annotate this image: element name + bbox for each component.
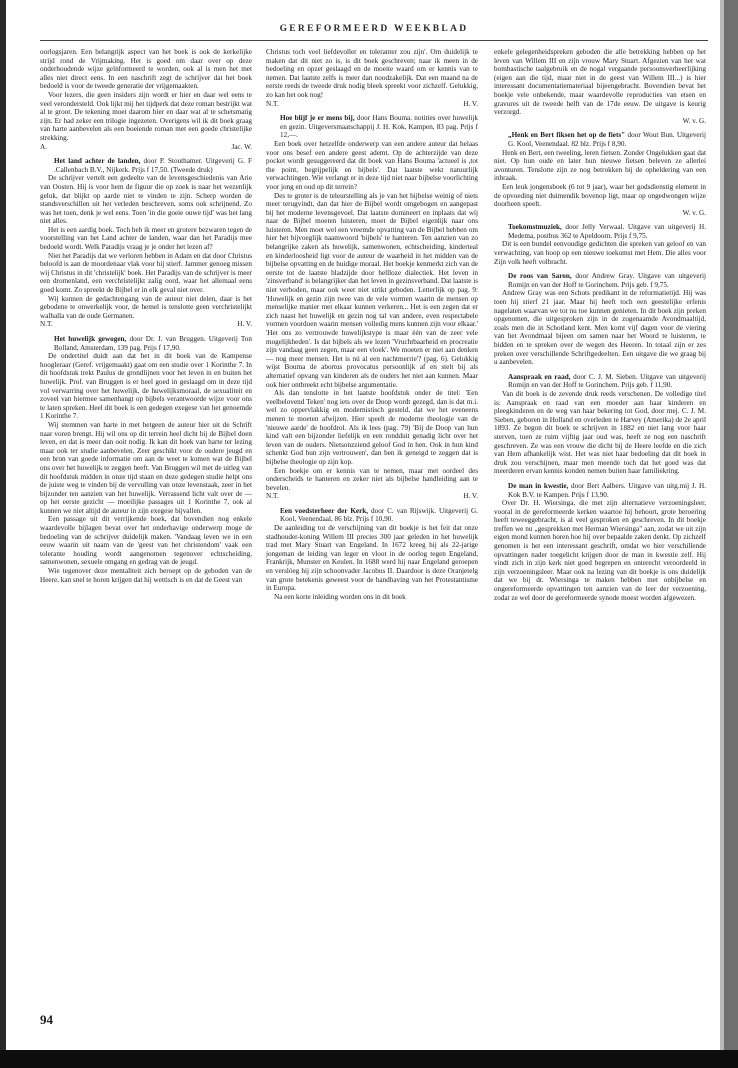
scan-bottom-bar: [0, 1050, 738, 1068]
book-info: door Dr. J. van Bruggen. Uitgeverij Ton Bolland, Amsterdam, 139 pag. Prijs f 17,90.: [54, 335, 252, 352]
paragraph: Wij stemmen van harte in met hetgeen de auteur hier uit de Schrift naar voren brengt. Hij wil ons op dit terrein heel dicht bij de Bijbel doen leven, en dat is meer dan ooit nodig. Ik kan dit boek van harte ter lezing maar ook ter studie aanbevelen. Zeer geschikt voor de oudere jeugd en een bron van goede informatie om aan de weet te komen wat de Bijbel ons over het huwelijk te zeggen heeft. Van Bruggen wil met de uitleg van dit hoofdstuk midden in onze tijd staan en deze gedegen studie helpt ons de juiste weg te vinden bij de vervulling van onze levenstaak, zeer in het bijzonder ten aanzien van het huwelijk. Verrassend licht valt over de — op het eerste gezicht — moeilijke passages uit 1 Korinthe 7, ook al kunnen we niet altijd de auteur in zijn exegese bijvallen.: [40, 420, 252, 515]
book-entry-heading: [266, 507, 478, 524]
paragraph: Na een korte inleiding worden ons in dit boek: [274, 592, 406, 601]
book-entry-heading: [494, 373, 706, 390]
paragraph: Een boekje om er kennis van te nemen, maar met oordeel des onderscheids te hanteren en zeker niet als bijbelse handleiding aan te bevelen.: [266, 466, 478, 492]
book-info: door Wout Bun. Uitgeverij G. Kool, Veenendaal. 82 blz. Prijs f 8,90.: [508, 131, 707, 148]
book-entry-heading: [494, 272, 706, 289]
paragraph: Een passage uit dit verrijkende boek, dat bovendien nog enkele waardevolle bijlagen bevat over het onderhavige onderwerp moge de bedoeling van de schrijver duidelijk maken. 'Vandaag leven we in een eeuw waarin uit naam van de 'geest van het christendom' vaak een tolerante houding wordt aangenomen tegenover echtscheiding, samenwonen, sexuele omgang en gedrag van de jeugd.: [40, 515, 252, 567]
paragraph: Als dan tenslotte in het laatste hoofdstuk onder de titel: 'Een veelbelovend Teken' nog iets over de Doop wordt gezegd, dan is dat m.i. wel zo oppervlakkig en modernistisch gesteld, dat we het eveneens menen te moeten afwijzen. Hier speelt de moderne theologie van de 'nieuwe aarde' de hoofdrol. Als ik lees (pag. 79) 'Bij de Doop van hun kind valt een bijzonder liefelijk en een rondduit genadig licht over het leven van de ouders. Nietsonzziend geloof God in hen. Ook in hun kind schenkt God hun zijn vertrouwen', dan ben ik geneigd te zeggen dat is bijbelse theologie op zijn kop.: [266, 389, 478, 466]
signature-left: A.: [40, 142, 47, 151]
book-info: door Hans Bouma. notities over huwelijk en gezin. Uitgeversmaatschappij J. H. Kok, Kampen, 83 pag. Prijs f 12,—.: [280, 114, 478, 140]
paragraph: Het is een aardig boek. Toch heb ik meer en grotere bezwaren tegen de voorstelling van het Land achter de landen, waar dan het Paradijs mee bedoeld wordt. Welk Paradijs vraag je je onder het lezen af?: [40, 225, 252, 252]
book-title: De man in kwestie,: [508, 481, 569, 490]
page-edge-left: [0, 0, 6, 1068]
book-info: door Jelly Verwaal. Uitgave van uitgeverij H. Medema, postbus 362 te Apeldoorn. Prijs f 9,75.: [508, 223, 706, 240]
book-entry-heading: [494, 131, 706, 148]
paragraph: Een leuk jongensboek (6 tot 9 jaar), waar het godsdienstig element in de opvoeding niet duimendik bovenop ligt, maar op ongedwongen wijze doorheen speelt.: [494, 182, 706, 209]
book-info: door P. Stouthamer. Uitgeverij G. F .Callenbach B.V., Nijkerk. Prijs f 17,50. (Tweede druk): [54, 157, 252, 174]
review-signature: [494, 117, 706, 126]
paragraph: enkele gelegenheidspreken geboden die alle betrekking hebben op het leven van Willem III en zijn vrouw Mary Stuart. Afgezien van het wat bombastische taalgebruik en de nogal vergaande persoonsverheerlijking (eigen aan die tijd, maar niet in de geest van Willem III...) is hier interessant documentatiemateriaal bijeengebracht. Bovendien bevat het boekje vele onbekende, maar waardevolle reproducties van etsen en gravures uit de tweede helft van de 17de eeuw. De uitgave is keurig verzorgd.: [494, 48, 706, 117]
paragraph: De aanleiding tot de verschijning van dit boekje is het feit dat onze stadhouder-koning Willem III precies 300 jaar geleden in het huwelijk trad met Mary Stuart van Engeland. In 1672 kreeg hij als 22-jarige jongeman de leiding van leger en vloot in de oorlog tegen Engeland, Frankrijk, Munster en Keulen. In 1688 werd hij naar Engeland geroepen en verslóeg hij zijn schoonvader Jacobus II. Daardoor is deze Oranjetelg van grote betekenis geweest voor de handhaving van het Protestantisme in Europa.: [266, 524, 478, 593]
signature-right: W. v. G.: [682, 116, 706, 125]
signature-right: W. v. G.: [682, 208, 706, 217]
paragraph: Dit is een bundel eenvoudige gedichten die spreken van geloof en van verwachting, van hoop op een nieuwe toekomst met Hem. Die alles voor Zijn volk heeft volbracht.: [494, 240, 706, 266]
signature-right: H. V.: [463, 99, 478, 108]
review-signature: [266, 100, 478, 109]
signature-left: N.T.: [266, 492, 279, 501]
paragraph: Een boek over hetzelfde onderwerp van een andere auteur dat helaas voor ons besef een andere geest ademt. Op de achterzijde van deze pocket wordt gesuggereerd dat dit boek van Hans Bouma 'actueel is ,tot the point, begrijpelijk en bijbels'. Dat laatste wekt natuurlijk verwachtingen. Wie verlangt er in deze tijd niet naar bijbelse voorlichting voor jong en oud op dit terrein?: [266, 139, 478, 191]
paragraph: Voor lezers, die geen insiders zijn wordt er hier en daar wel eens te veel verondersteld. Ook lijkt mij het tijdperk dat deze roman bestrijkt wat al te groot. De tekening moet daarom hier en daar wat al te schetsmatig zijn. Er had zeker een trilogie ingezeten. Overigens wil ik dit boek graag van harte aanbevelen als een boeiende roman met een goede christelijke strekking.: [40, 90, 252, 142]
book-title: Een voedsterheer der Kerk,: [280, 506, 369, 515]
paragraph: oorlogsjaren. Een belangrijk aspect van het boek is ook de kerkelijke strijd rond de Vrijmaking. Het is goed om daar over op deze onderhoudende wijze geïnformeerd te worden, ook al is men het met alles niet direct eens. In een naschrift zegt de schrijver dat het boek bedoeld is voor de tweede generatie der vrijgemaakten.: [40, 48, 252, 91]
paragraph: Wie tegenover deze mentaliteit zich beroept op de geboden van de Heere, kan snel te horen krijgen dat hij wettisch is en dat de Geest van: [40, 567, 252, 584]
review-signature: [40, 320, 252, 329]
page-body: [40, 48, 708, 1028]
paragraph: Christus toch veel liefdevoller en toleranter zou zijn'. Om duidelijk te maken dat dit niet zo is, is dit boek geschreven; naar ik meen in de bedoeling en opzet geslaagd en de moeite waard om er kennis van te nemen. Dat laatste zelfs is meer dan noodzakelijk. Dat een maand na de eerste reeds de tweede druk nodig bleek spreekt voor zichzelf. Gelukkig, zo kan het ook nog!: [266, 48, 478, 99]
signature-right: H. V.: [463, 492, 478, 501]
column-3: [494, 48, 706, 602]
book-title: Het huwelijk gewogen,: [54, 335, 127, 343]
paragraph: Des te groter is de teleurstelling als je van het bijbelse weinig of niets meer terugvindt, dan dat hier de Bijbel wordt omgebogen en aangepast bij het moderne levensgevoel. Dat laatste domineert en inplaats dat wij naar de Bijbel moeten luisteren, moet de Bijbel eigenlijk naar ons luisteren. Men moet wel een vreemde opvatting van de Bijbel hebben om hier het bijvoeglijk naamwoord 'bijbels' te hanteren. Ten aanzien van zo belangrijke zaken als huwelijk, samenwonen, echtscheiding, kinderteal en kinderloosheid ligt voor de auteur de waarheid in het midden van de bijbelse opvatting en de huidige moraal. Het boekje kenmerkt zich van de eerste tot de laatste bladzijde door hellloze dialectiek. Het leven in 'zinsverband' is belangrijker dan het leven in gezinsverband. Dat laatste is niet verboden, maar ook weer niet strikt geboden. Letterlijk op pag. 9: 'Huwelijk en gezin zijn twee van de vele vormen waarin de mensen op menselijke manier met elkaar kunnen verkeren... Het is een zegen dat er zich naast het huwelijk en gezin nog tal van andere, even respectabele vormen voordoen waarin mensen volledig mens kunnen zijn voor elkaar.' 'Het ons zo vertrouwde huwelijkstype is maar één van de zeer vele mogelijkheden'. Is dat bijbels als we lezen 'Vruchtbaarheid en procreatie zijn vandaag geen zegen, maar een vloek'. We moeten er niet aan denken — nog meer mensen. Het is nú al een nachtmerrie'? (pag. 6). Gelukkig wijst Bouma de abortus provocatus persoonlijk af en stelt bij als alternatief opvang van kinderen als de ouders het niet aan kunnen. Maar ook hier ontbreekt echt bijbelse argumentatie.: [266, 191, 478, 389]
book-entry-heading: [494, 223, 706, 240]
signature-right: H. V.: [237, 320, 252, 329]
book-info: door C. J. M. Sieben. Uitgave van uitgeverij Romijn en van der Hoff te Gorinchem. Prijs geb. f 11,90.: [508, 372, 706, 390]
header-rule: [40, 40, 708, 41]
book-entry-heading: [40, 335, 252, 352]
running-header: GEREFORMEERD WEEKBLAD: [279, 24, 469, 34]
book-info: door Andrew Gray. Uitgave van uitgeverij Romijn en van der Hoff te Gorinchem. Prijs geb. f 9,75.: [508, 272, 706, 289]
paragraph: De ondertitel duidt aan dat het in dit boek van de Kampense hoogleraar (Geref. vrijgemaakt) gaat om een studie over 1 Korinthe 7. In dit hoofdstuk trekt Paulus de grondlijnen voor het leven in en buiten het huwelijk. Prof. van Bruggen is er heel goed in geslaagd om in deze tijd vol verwarring over het huwelijk, de huwelijksmoraal, de sexualiteit en zoveel van hiermee samenhangt op bijbels verantwoorde wijze voor ons te laten spreken. Heel dit boek is een gedegen exegese van het genoemde 1 Korinthe 7.: [40, 352, 252, 421]
review-signature: [494, 209, 706, 218]
book-title: „Henk en Bert fiksen het op de fiets": [508, 131, 626, 140]
book-title: Toekomstmuziek,: [508, 223, 562, 232]
book-title: Het land achter de landen,: [54, 157, 141, 166]
book-entry-heading: [40, 157, 252, 174]
book-info: door Bert Aalbers. Uitgave van uitg.mij J. H. Kok B.V. te Kampen. Prijs f 13,90.: [508, 481, 706, 499]
book-entry-heading: [494, 482, 706, 499]
book-title: Hoe blijf je er mens bij,: [280, 114, 355, 123]
paragraph: Over Dr. H. Wiersinga, die met zijn alternatieve verzoeningsleer, vooral in de gereformeerde kerken waartoe hij behoort, grote beroering heeft teweeggebracht, is al veel gesproken en geschreven. In dit boekje treffen we nu „gesprekken met Herman Wiersinga" aan, zodat we uit zijn eigen mond kunnen horen hoe hij over bepaalde zaken denkt. Op zichzelf genomen is het een interessant geschrift, omdat we hier verschillende opvattingen nader toegelicht krijgen door de man in kwestie zelf. Hij vindt zich in zijn kerk niet goed begrepen en onterecht veroordeeld in zijn verzoeningsleer. Maar ook na lezing van dit boekje is ons duidelijk dat we bij dr. Wiersinga te maken hebben met onbijbelse en ongereformeerde opvattingen ten aanzien van de leer der verzoening, zodat ze wel door de gereformeerde synode moest worden afgewezen.: [494, 499, 706, 602]
paragraph: De schrijver vertelt een gedeelte van de levensgeschiedenis van Arie van Oosten. Hij is voor hem de figuur die op zoek is naar het wezenlijk geluk, dat blijkt op aarde niet te vinden te zijn. Scherp worden de standsverschillen uit het verleden beschreven, soms ook schrijnend. Zo was het toen, denk je wel eens. Toen 'in die goeie ouwe tijd' was het lang niet alles.: [40, 174, 252, 226]
signature-left: N.T.: [40, 320, 53, 329]
signature-left: N.T.: [266, 99, 279, 108]
book-entry-heading: [266, 114, 478, 140]
column-2: [266, 48, 478, 601]
paragraph: Henk en Bert, een tweeling, leren fietsen. Zonder Ongelukken gaat dat niet. Op hun oude en later hun nieuwe fietsen beleven ze allerlei avonturen. Tenslotte zijn ze nog betrokken bij de opheldering van een inbraak.: [494, 148, 706, 183]
paragraph: Van dit boek is de zevende druk reeds verschenen. De volledige titel is: Aanspraak en raad van een moeder aan haar kinderen en pleegkinderen en de weg van haar bekering tot God, door mej. C. J. M. Sieben, geboren in Holland en overleden te Harvey (Amerika) de 2e april 1893. Ze begon dit boek te schrijven in 1882 en niet lang voor haar sterven, toen ze ruim vijftig jaar oud was, heeft ze nog een naschrift geschreven. Ze was een vrouw die dicht bij de Heere leefde en die zich van Hem afhankelijk wist. Het was niet haar bedoeling dat dit boek in druk zou verschijnen, maar men meende toch dat het goed was dat meerderen ervan kennis konden nemen buiten haar familiekring.: [494, 389, 706, 476]
paragraph: Niet het Paradijs dat we verloren hebben in Adam en dat door Christus beloofd is aan de moordenaar vlak voor hij stierf. Jammer genoeg missen wij Christus in dit 'christelijk' boek. Het Paradijs van de schrijver is meer een dromenland, een verchristelijkt zalig oord, waar het allemaal eens goed komt. Zo spreekt de Bijbel er in elk geval niet over.: [40, 251, 252, 295]
review-signature: [266, 492, 478, 501]
book-title: Aanspraak en raad,: [508, 372, 571, 381]
column-1: [40, 48, 252, 584]
book-title: De roos van Saron,: [508, 272, 572, 281]
paragraph: Andrew Gray was een Schots predikant in de reformatietijd. Hij was toen hij stierf 21 jaar. Maar hij heeft toch een geestelijke erfenis nagelaten waarvan we tot nu toe kunnen genieten. In dit boek zijn preken opgenomen, die uitgesproken zijn in de zogenaamde Avondmaaltijd, zoals men die in Schotland kent. Men komt vijf dagen voor de viering van het Avondmaal bijeen om samen naar het Woord te luisteren, te bidden en te spreken over de wegen des Heeren. In totaal zijn er zes preken over verschillende Schriftgedeelten. Een uitgave die we graag bij u aanbevelen.: [494, 289, 706, 367]
review-signature: [40, 143, 252, 152]
book-info: door C. van Rijswijk. Uitgeverij G. Kool, Veenendaal, 86 blz. Prijs f 10,90.: [280, 506, 478, 524]
signature-right: Jac. W.: [231, 142, 252, 151]
page-number: 94: [40, 1012, 53, 1027]
page-edge-right: [724, 0, 738, 1068]
paragraph: Wij kunnen de gedachtengang van de auteur niet delen, daar is het gebodene te onwerkelijk voor, de hemel is tenslotte geen verchristelijkt walhalla van de oude Germanen.: [40, 294, 252, 320]
